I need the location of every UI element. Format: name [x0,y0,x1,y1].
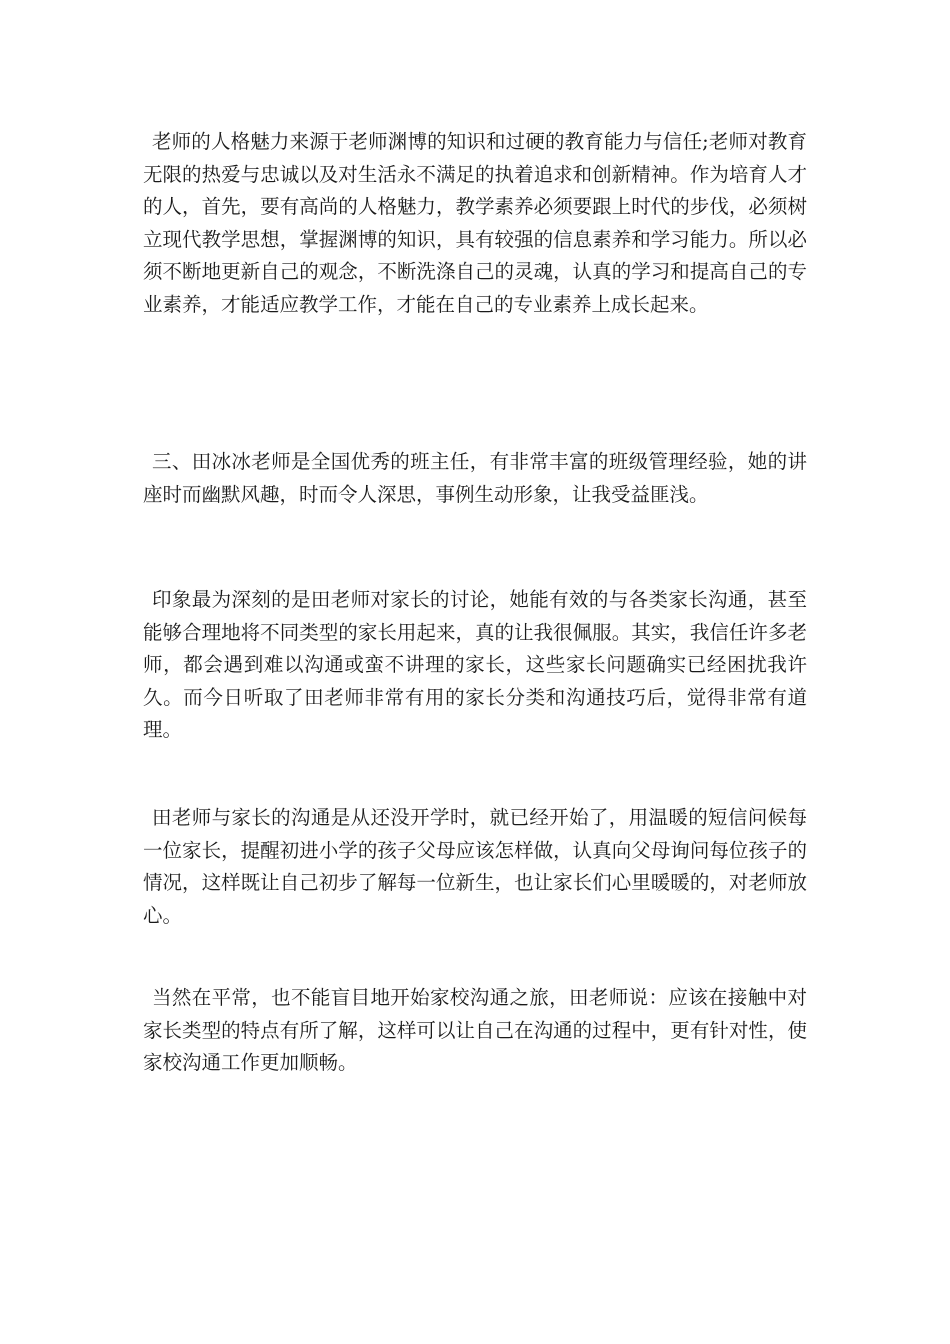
paragraph-parent-communication: 田老师与家长的沟通是从还没开学时，就已经开始了，用温暖的短信问候每一位家长，提醒初进小学的孩子父母应该怎样做，认真向父母询问每位孩子的情况，这样既让自己初步了解每一位新生，也让家长们心里暖暖的，对老师放心。 [143,806,807,927]
paragraph-section-three: 三、田冰冰老师是全国优秀的班主任，有非常丰富的班级管理经验，她的讲座时而幽默风趣，时而令人深思，事例生动形象，让我受益匪浅。 [143,450,807,506]
paragraph-home-school-communication: 当然在平常，也不能盲目地开始家校沟通之旅，田老师说：应该在接触中对家长类型的特点有所了解，这样可以让自己在沟通的过程中，更有针对性，使家校沟通工作更加顺畅。 [143,986,807,1074]
paragraph-parent-discussion: 印象最为深刻的是田老师对家长的讨论，她能有效的与各类家长沟通，甚至能够合理地将不同类型的家长用起来，真的让我很佩服。其实，我信任许多老师，都会遇到难以沟通或蛮不讲理的家长，这些家长问题确实已经困扰我许久。而今日听取了田老师非常有用的家长分类和沟通技巧后，觉得非常有道理。 [143,588,807,741]
paragraph-teacher-charisma: 老师的人格魅力来源于老师渊博的知识和过硬的教育能力与信任;老师对教育无限的热爱与忠诚以及对生活永不满足的执着追求和创新精神。作为培育人才的人，首先，要有高尚的人格魅力，教学素养必须要跟上时代的步伐，必须树立现代教学思想，掌握渊博的知识，具有较强的信息素养和学习能力。所以必须不断地更新自己的观念，不断洗涤自己的灵魂，认真的学习和提高自己的专业素养，才能适应教学工作，才能在自己的专业素养上成长起来。 [143,130,807,316]
